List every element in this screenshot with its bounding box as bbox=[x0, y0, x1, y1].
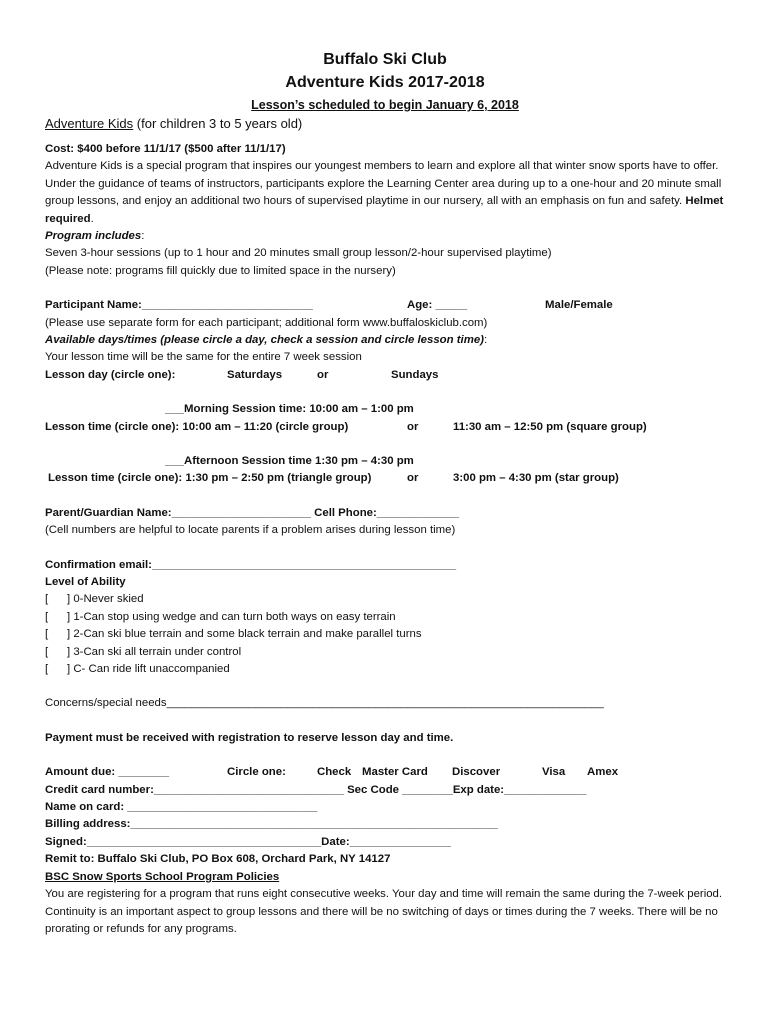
circle-one-label: Circle one: bbox=[227, 766, 286, 779]
morning-lesson-row bbox=[45, 419, 725, 436]
morning-lesson-option[interactable]: Lesson time (circle one): 10:00 am – 11:20 (circle group) bbox=[45, 420, 349, 433]
includes-colon: : bbox=[141, 230, 145, 243]
afternoon-lesson-alt-option[interactable]: 3:00 pm – 4:30 pm (star group) bbox=[453, 472, 619, 485]
participant-gender[interactable]: Male/Female bbox=[545, 299, 613, 312]
morning-session-row bbox=[45, 401, 725, 418]
program-title: Adventure Kids 2017-2018 bbox=[285, 74, 485, 91]
ability-text: ] 0-Never skied bbox=[67, 593, 144, 606]
saturdays-option[interactable]: Saturdays bbox=[227, 368, 283, 381]
lesson-day-row bbox=[45, 367, 725, 384]
ability-label: Level of Ability bbox=[45, 576, 126, 589]
days-label: Available days/times (please circle a day, check a session and circle lesson time) bbox=[45, 334, 484, 347]
ability-item[interactable] bbox=[45, 626, 725, 643]
days-colon: : bbox=[483, 334, 488, 347]
ability-checkbox[interactable]: [ bbox=[45, 628, 49, 641]
amex-option[interactable]: Amex bbox=[587, 766, 619, 779]
helmet-end: . bbox=[90, 212, 94, 225]
program-age: (for children 3 to 5 years old) bbox=[133, 116, 303, 131]
program-heading bbox=[45, 114, 725, 133]
day-or: or bbox=[317, 368, 329, 381]
lesson-day-label: Lesson day (circle one): bbox=[45, 368, 176, 381]
registration-form bbox=[45, 48, 725, 938]
ability-item[interactable] bbox=[45, 661, 725, 678]
ability-item[interactable] bbox=[45, 644, 725, 661]
afternoon-or: or bbox=[407, 472, 419, 485]
includes-heading bbox=[45, 228, 725, 245]
afternoon-session-row bbox=[45, 453, 725, 470]
afternoon-lesson-option[interactable]: Lesson time (circle one): 1:30 pm – 2:50 pm (triangle group) bbox=[48, 472, 372, 485]
remit-address: Remit to: Buffalo Ski Club, PO Box 608, Orchard Park, NY 14127 bbox=[45, 853, 391, 866]
schedule-notice: Lesson’s scheduled to begin January 6, 2018 bbox=[251, 98, 519, 112]
description-text: Adventure Kids is a special program that inspires our youngest members to learn and explore all that winter snow sports have to offer. Under the guidance of teams of instructors, participants explore the Learning Center area during up to a one-hour and 20 minute small group lessons, and enjoy an additional two hours of supervised playtime in our nursery, all with an emphasis on fun and safety. bbox=[45, 160, 722, 208]
includes-line-1: Seven 3-hour sessions (up to 1 hour and 20 minutes small group lesson/2-hour supervised playtime) bbox=[45, 247, 552, 260]
includes-line-2: (Please note: programs fill quickly due to limited space in the nursery) bbox=[45, 264, 396, 277]
check-option[interactable]: Check bbox=[317, 766, 352, 779]
concerns-field[interactable]: Concerns/special needs_____________________________________________________________________ bbox=[45, 697, 604, 710]
ability-checkbox[interactable]: [ bbox=[45, 610, 49, 623]
includes-label: Program includes bbox=[45, 230, 142, 243]
mastercard-option[interactable]: Master Card bbox=[362, 766, 428, 779]
confirmation-email-field[interactable]: Confirmation email:________________________________________________ bbox=[45, 558, 457, 571]
guardian-field[interactable]: Parent/Guardian Name:______________________ Cell Phone:_____________ bbox=[45, 506, 460, 519]
participant-note: (Please use separate form for each participant; additional form www.buffaloskiclub.com) bbox=[45, 316, 488, 329]
program-description bbox=[45, 158, 725, 228]
morning-session-option[interactable]: ___Morning Session time: 10:00 am – 1:00 pm bbox=[165, 403, 414, 416]
afternoon-lesson-row bbox=[45, 470, 725, 487]
ability-checkbox[interactable]: [ bbox=[45, 593, 49, 606]
policies-text: You are registering for a program that runs eight consecutive weeks. Your day and time will remain the same during the 7-week period. Continuity is an important aspect to group lessons and there will be no switching of days or times during the 7 weeks. There will be no prorating or refunds for any programs. bbox=[45, 888, 723, 935]
participant-age-field[interactable]: Age: _____ bbox=[407, 299, 468, 312]
participant-row bbox=[45, 297, 725, 314]
amount-due-field[interactable]: Amount due: ________ bbox=[45, 766, 170, 779]
ability-item[interactable] bbox=[45, 591, 725, 608]
guardian-note: (Cell numbers are helpful to locate parents if a problem arises during lesson time) bbox=[45, 524, 456, 537]
ability-list bbox=[45, 591, 725, 678]
payment-note: Payment must be received with registration to reserve lesson day and time. bbox=[45, 731, 454, 744]
sundays-option[interactable]: Sundays bbox=[391, 368, 439, 381]
days-note: Your lesson time will be the same for the entire 7 week session bbox=[45, 351, 362, 364]
ability-text: ] C- Can ride lift unaccompanied bbox=[67, 663, 230, 676]
ability-checkbox[interactable]: [ bbox=[45, 645, 49, 658]
billing-address-field[interactable]: Billing address:__________________________________________________________ bbox=[45, 818, 498, 831]
helmet-required: Helmet required bbox=[45, 195, 724, 225]
days-heading bbox=[45, 332, 725, 349]
credit-card-field[interactable]: Credit card number:______________________________ Sec Code ________Exp date:_____________ bbox=[45, 783, 587, 796]
payment-row bbox=[45, 764, 725, 781]
morning-lesson-alt-option[interactable]: 11:30 am – 12:50 pm (square group) bbox=[453, 420, 647, 433]
name-on-card-field[interactable]: Name on card: ______________________________ bbox=[45, 801, 318, 814]
visa-option[interactable]: Visa bbox=[542, 766, 566, 779]
ability-text: ] 1-Can stop using wedge and can turn both ways on easy terrain bbox=[67, 610, 396, 623]
morning-or: or bbox=[407, 420, 419, 433]
ability-checkbox[interactable]: [ bbox=[45, 663, 49, 676]
discover-option[interactable]: Discover bbox=[452, 766, 501, 779]
ability-text: ] 3-Can ski all terrain under control bbox=[67, 645, 242, 658]
cost-line: Cost: $400 before 11/1/17 ($500 after 11/1/17) bbox=[45, 143, 286, 155]
signature-field[interactable]: Signed:_____________________________________Date:________________ bbox=[45, 835, 451, 848]
participant-name-field[interactable]: Participant Name:___________________________ bbox=[45, 299, 313, 312]
ability-text: ] 2-Can ski blue terrain and some black terrain and make parallel turns bbox=[67, 628, 422, 641]
club-title: Buffalo Ski Club bbox=[323, 51, 447, 68]
program-name: Adventure Kids bbox=[45, 116, 134, 131]
ability-item[interactable] bbox=[45, 609, 725, 626]
policies-title: BSC Snow Sports School Program Policies bbox=[45, 870, 280, 883]
afternoon-session-option[interactable]: ___Afternoon Session time 1:30 pm – 4:30 pm bbox=[165, 455, 414, 468]
